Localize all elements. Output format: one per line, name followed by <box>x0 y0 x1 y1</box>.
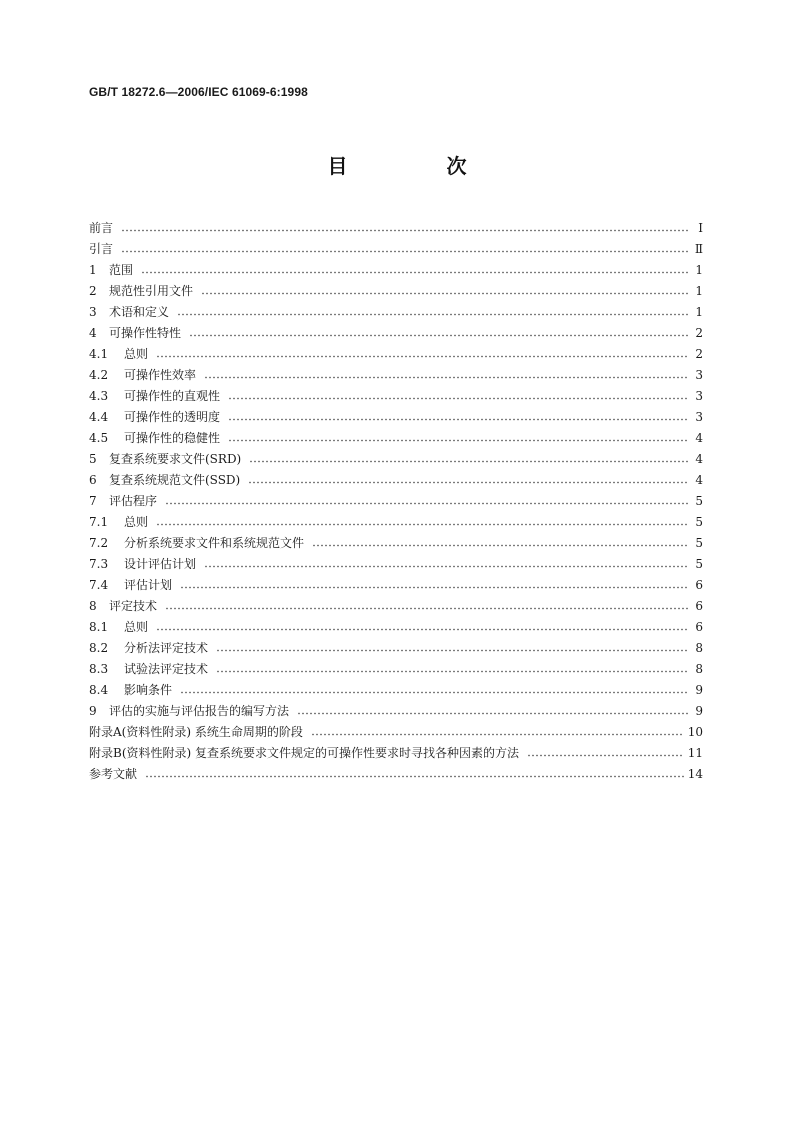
toc-entry-title: 评估计划 <box>124 578 173 592</box>
toc-entry-page: 14 <box>687 767 703 781</box>
table-of-contents <box>89 218 703 785</box>
toc-entry-title: 复查系统要求文件(SRD) <box>109 452 242 466</box>
toc-entry-page: 9 <box>695 704 703 718</box>
toc-entry-number: 1 <box>89 263 97 277</box>
dot-leader <box>177 311 689 319</box>
toc-entry[interactable] <box>89 701 703 722</box>
dot-leader <box>180 584 689 592</box>
toc-entry-title: 影响条件 <box>124 683 173 697</box>
dot-leader <box>201 290 689 298</box>
toc-entry-page: 8 <box>695 662 703 676</box>
dot-leader <box>204 563 689 571</box>
toc-entry[interactable] <box>89 617 703 638</box>
toc-entry-page: 9 <box>695 683 703 697</box>
toc-entry-page: 5 <box>695 515 703 529</box>
toc-entry-title: 范围 <box>109 263 134 277</box>
toc-entry-number: 4.1 <box>89 347 109 361</box>
toc-entry-page: 1 <box>695 263 703 277</box>
dot-leader <box>156 626 689 634</box>
dot-leader <box>156 353 689 361</box>
toc-entry-number: 7.3 <box>89 557 109 571</box>
toc-entry-number: 4.4 <box>89 410 109 424</box>
toc-entry-page: 6 <box>695 620 703 634</box>
toc-entry-number: 4.5 <box>89 431 109 445</box>
dot-leader <box>249 458 689 466</box>
document-id: GB/T 18272.6—2006/IEC 61069-6:1998 <box>89 85 308 99</box>
toc-entry-page: 6 <box>695 578 703 592</box>
toc-entry-number: 8.2 <box>89 641 109 655</box>
toc-entry-title: 引言 <box>89 242 114 256</box>
toc-entry-number: 7 <box>89 494 97 508</box>
toc-entry[interactable] <box>89 638 703 659</box>
toc-entry-page: 10 <box>687 725 703 739</box>
toc-entry-title: 总则 <box>124 515 149 529</box>
toc-entry-number: 9 <box>89 704 97 718</box>
toc-entry[interactable] <box>89 428 703 449</box>
toc-entry-page: 1 <box>695 284 703 298</box>
dot-leader <box>297 710 689 718</box>
dot-leader <box>216 668 689 676</box>
toc-entry-page: 5 <box>695 557 703 571</box>
toc-entry-number: 7.2 <box>89 536 109 550</box>
toc-entry-title: 总则 <box>124 347 149 361</box>
toc-entry[interactable] <box>89 344 703 365</box>
toc-entry-page: Ⅱ <box>694 242 703 256</box>
toc-entry-title: 设计评估计划 <box>124 557 197 571</box>
toc-entry-number: 8 <box>89 599 97 613</box>
toc-entry-number: 5 <box>89 452 97 466</box>
toc-entry-number: 4.2 <box>89 368 109 382</box>
toc-entry-title: 评估程序 <box>109 494 158 508</box>
toc-entry-title: 附录B(资料性附录) 复查系统要求文件规定的可操作性要求时寻找各种因素的方法 <box>89 746 519 760</box>
toc-entry[interactable] <box>89 764 703 785</box>
dot-leader <box>312 542 689 550</box>
toc-entry-page: 1 <box>695 305 703 319</box>
toc-entry-number: 3 <box>89 305 97 319</box>
toc-entry-title: 复查系统规范文件(SSD) <box>109 473 241 487</box>
toc-entry-number: 7.4 <box>89 578 109 592</box>
toc-entry-number: 2 <box>89 284 97 298</box>
toc-entry-title: 术语和定义 <box>109 305 170 319</box>
toc-entry-title: 试验法评定技术 <box>124 662 209 676</box>
dot-leader <box>228 437 689 445</box>
toc-entry-number: 8.4 <box>89 683 109 697</box>
dot-leader <box>189 332 689 340</box>
toc-entry[interactable] <box>89 218 703 239</box>
toc-entry-title: 可操作性特性 <box>109 326 182 340</box>
toc-entry[interactable] <box>89 743 703 764</box>
toc-entry-page: 8 <box>695 641 703 655</box>
toc-entry-page: 3 <box>695 410 703 424</box>
dot-leader <box>527 752 684 760</box>
toc-entry-number: 8.1 <box>89 620 109 634</box>
toc-entry[interactable] <box>89 470 703 491</box>
toc-entry[interactable] <box>89 239 703 260</box>
toc-entry-title: 总则 <box>124 620 149 634</box>
toc-entry[interactable] <box>89 722 703 743</box>
toc-entry[interactable] <box>89 575 703 596</box>
dot-leader <box>180 689 689 697</box>
toc-entry-page: 5 <box>695 494 703 508</box>
toc-entry-page: 11 <box>687 746 703 760</box>
dot-leader <box>165 605 689 613</box>
toc-entry[interactable] <box>89 596 703 617</box>
toc-entry-page: 2 <box>695 347 703 361</box>
toc-entry-title: 可操作性效率 <box>124 368 197 382</box>
dot-leader <box>204 374 689 382</box>
toc-entry[interactable] <box>89 491 703 512</box>
toc-entry[interactable] <box>89 533 703 554</box>
toc-entry-page: 3 <box>695 389 703 403</box>
toc-entry[interactable] <box>89 302 703 323</box>
dot-leader <box>248 479 689 487</box>
dot-leader <box>121 227 689 235</box>
toc-entry[interactable] <box>89 386 703 407</box>
toc-entry-page: 6 <box>695 599 703 613</box>
dot-leader <box>311 731 684 739</box>
toc-entry-title: 分析法评定技术 <box>124 641 209 655</box>
toc-entry-title: 分析系统要求文件和系统规范文件 <box>124 536 305 550</box>
dot-leader <box>145 773 684 781</box>
toc-entry-title: 参考文献 <box>89 767 138 781</box>
toc-entry[interactable] <box>89 554 703 575</box>
toc-entry[interactable] <box>89 281 703 302</box>
dot-leader <box>228 395 689 403</box>
dot-leader <box>141 269 689 277</box>
toc-entry-title: 可操作性的透明度 <box>124 410 221 424</box>
toc-entry-title: 评定技术 <box>109 599 158 613</box>
toc-entry-number: 7.1 <box>89 515 109 529</box>
toc-entry-page: 2 <box>695 326 703 340</box>
toc-entry[interactable] <box>89 323 703 344</box>
toc-entry-number: 4.3 <box>89 389 109 403</box>
toc-entry-title: 规范性引用文件 <box>109 284 194 298</box>
toc-entry[interactable] <box>89 449 703 470</box>
toc-entry-title: 评估的实施与评估报告的编写方法 <box>109 704 290 718</box>
dot-leader <box>216 647 689 655</box>
toc-entry-number: 8.3 <box>89 662 109 676</box>
toc-entry-page: 3 <box>695 368 703 382</box>
dot-leader <box>121 248 689 256</box>
toc-title: 目 次 <box>327 154 513 178</box>
toc-entry-title: 前言 <box>89 221 114 235</box>
toc-entry-number: 6 <box>89 473 97 487</box>
toc-entry[interactable] <box>89 659 703 680</box>
toc-entry-page: 4 <box>695 431 703 445</box>
dot-leader <box>165 500 689 508</box>
toc-entry-title: 附录A(资料性附录) 系统生命周期的阶段 <box>89 725 303 739</box>
toc-entry-page: 5 <box>695 536 703 550</box>
toc-entry[interactable] <box>89 680 703 701</box>
dot-leader <box>156 521 689 529</box>
dot-leader <box>228 416 689 424</box>
toc-entry-title: 可操作性的直观性 <box>124 389 221 403</box>
toc-entry-page: 4 <box>695 452 703 466</box>
toc-entry[interactable] <box>89 407 703 428</box>
toc-entry-title: 可操作性的稳健性 <box>124 431 221 445</box>
toc-entry-page: 4 <box>695 473 703 487</box>
toc-entry[interactable] <box>89 512 703 533</box>
toc-entry[interactable] <box>89 260 703 281</box>
toc-entry[interactable] <box>89 365 703 386</box>
toc-entry-page: Ⅰ <box>698 221 703 235</box>
toc-entry-number: 4 <box>89 326 97 340</box>
